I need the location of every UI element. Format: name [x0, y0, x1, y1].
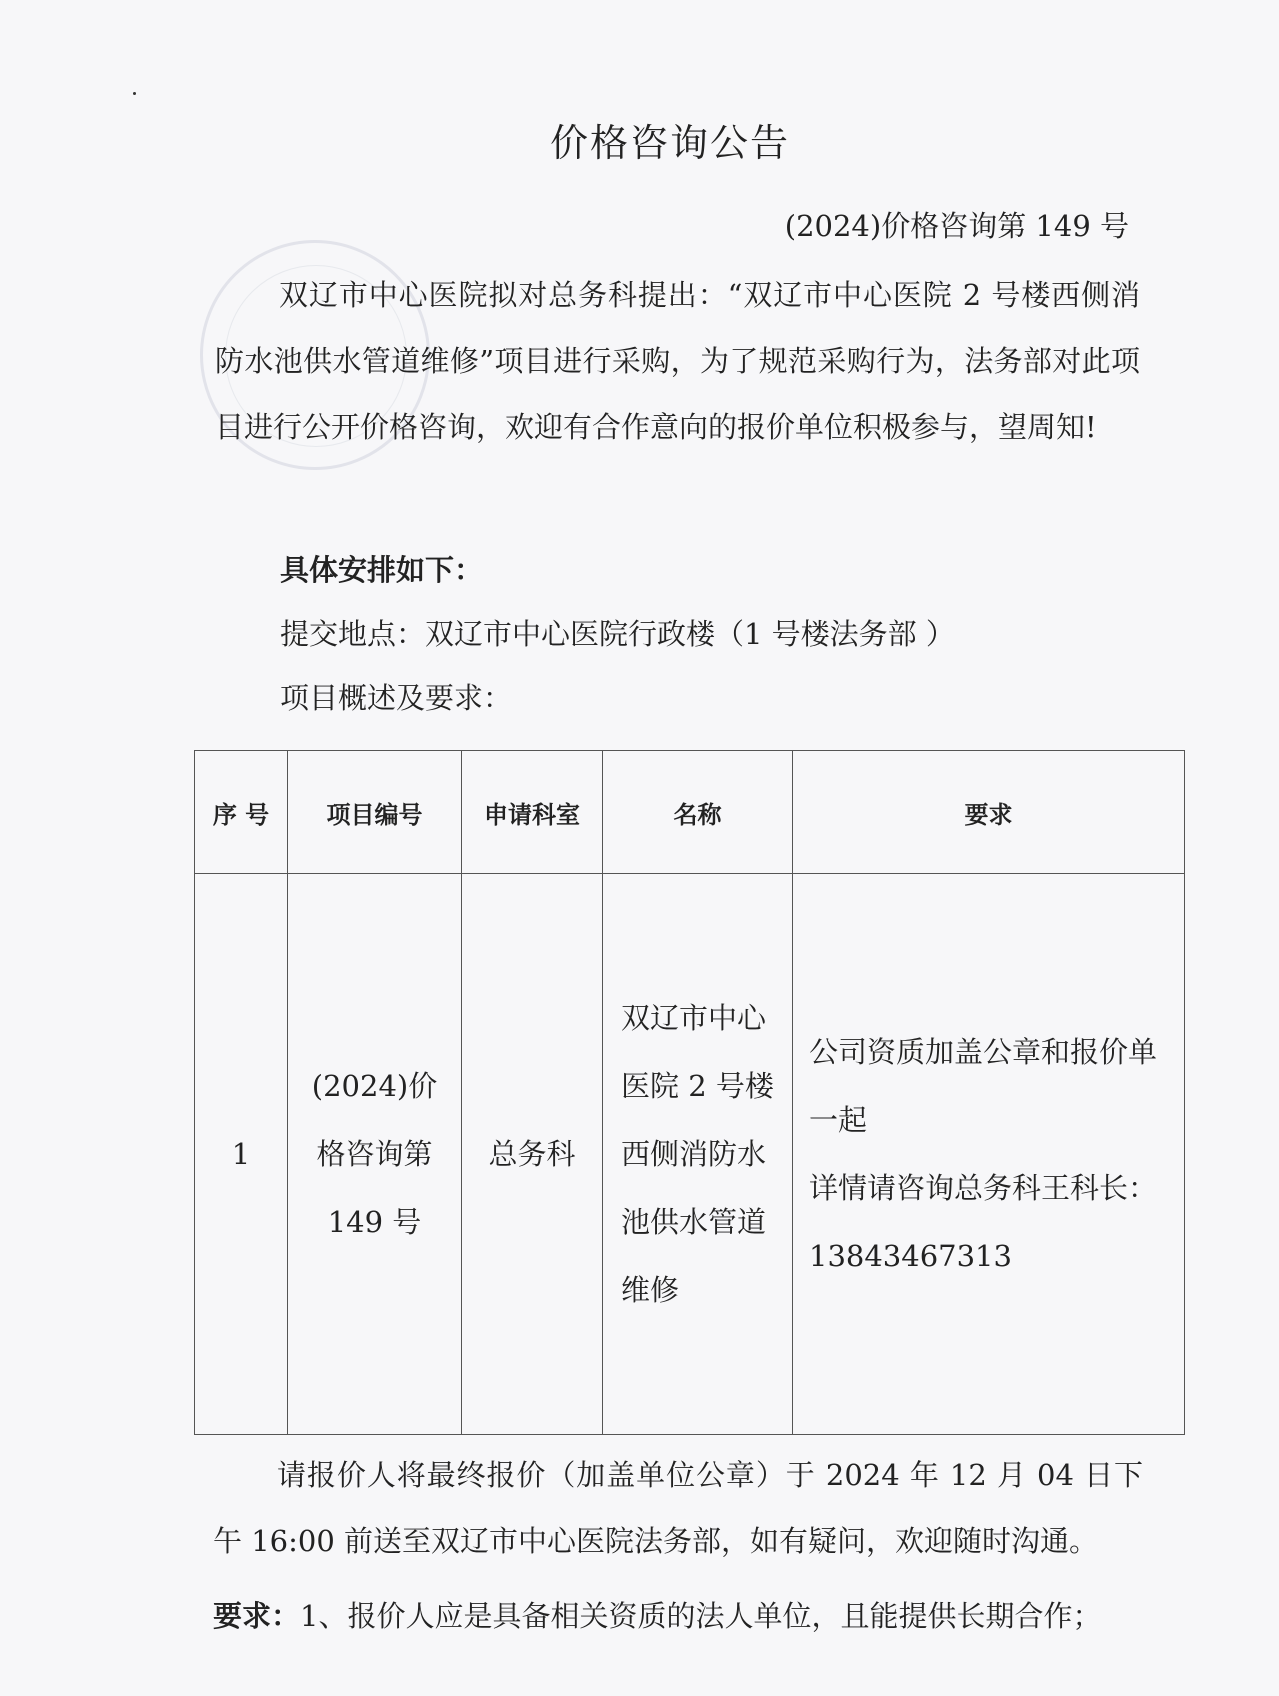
speck-mark [133, 92, 136, 95]
requirements-line [213, 1594, 1101, 1635]
header-seq: 序 号 [195, 751, 288, 874]
cell-code: (2024)价格咨询第 149 号 [288, 874, 462, 1435]
header-dept: 申请科室 [462, 751, 603, 874]
project-table [194, 750, 1185, 1435]
cell-requirements [793, 874, 1185, 1435]
cell-seq: 1 [195, 874, 288, 1435]
submit-location: 提交地点：双辽市中心医院行政楼（1 号楼法务部 ） [280, 617, 955, 651]
deadline-paragraph: 请报价人将最终报价（加盖单位公章）于 2024 年 12 月 04 日下午 16:00 前送至双辽市中心医院法务部，如有疑问，欢迎随时沟通。 [213, 1458, 1143, 1558]
requirements-label: 要求： [213, 1599, 301, 1633]
page-title: 价格咨询公告 [549, 121, 790, 165]
header-name: 名称 [603, 751, 793, 874]
req-phone: 13843467313 [809, 1239, 1012, 1273]
table-row [195, 874, 1185, 1435]
intro-paragraph: 双辽市中心医院拟对总务科提出：“双辽市中心医院 2 号楼西侧消防水池供水管道维修”项目进行采购，为了规范采购行为，法务部对此项目进行公开价格咨询，欢迎有合作意向的报价单位积极参与，望周知! [215, 278, 1140, 444]
req-line-1: 公司资质加盖公章和报价单一起 [809, 1035, 1158, 1137]
requirement-item-1: 1、报价人应是具备相关资质的法人单位，且能提供长期合作； [300, 1599, 1102, 1633]
arrangement-heading: 具体安排如下： [280, 553, 484, 587]
cell-dept: 总务科 [462, 874, 603, 1435]
header-requirements: 要求 [793, 751, 1185, 874]
cell-name: 双辽市中心医院 2 号楼西侧消防水池供水管道维修 [603, 874, 793, 1435]
req-line-2: 详情请咨询总务科王科长： [809, 1171, 1158, 1205]
overview-heading: 项目概述及要求： [280, 681, 513, 715]
table-header-row [195, 751, 1185, 874]
document-number: (2024)价格咨询第 149 号 [784, 209, 1129, 243]
header-code: 项目编号 [288, 751, 462, 874]
